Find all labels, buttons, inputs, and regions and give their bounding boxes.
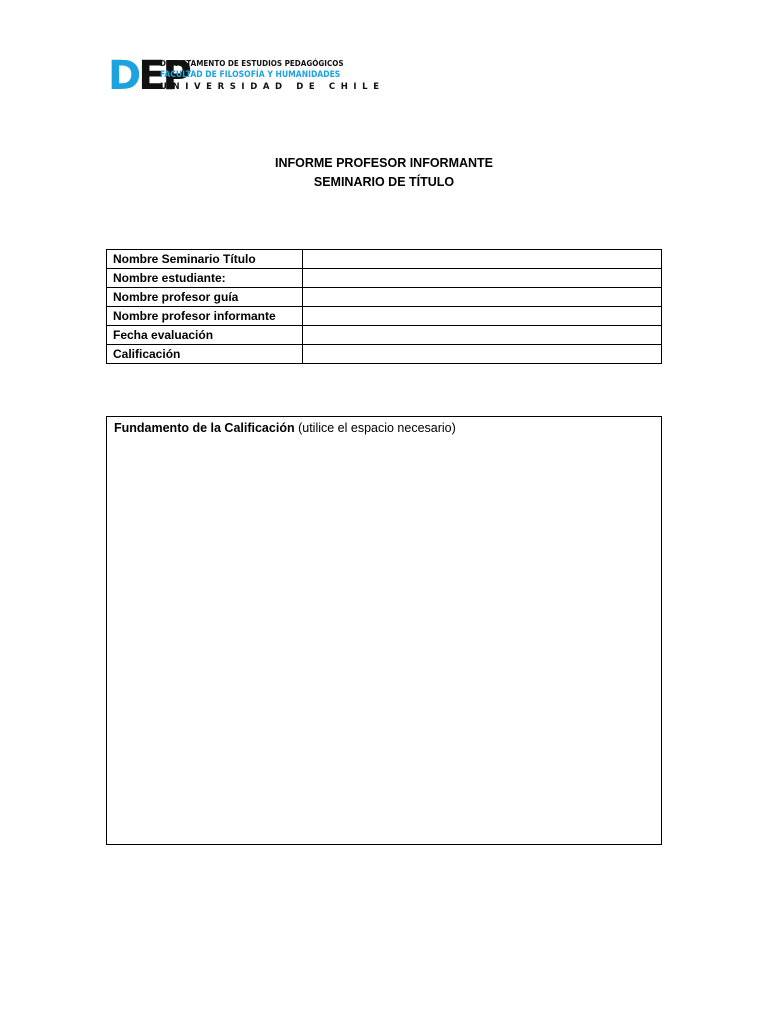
table-row [107,307,662,326]
fundamento-heading-note: (utilice el espacio necesario) [298,421,456,435]
field-nombre-estudiante[interactable] [303,269,662,288]
field-profesor-informante[interactable] [303,307,662,326]
fundamento-box[interactable] [106,416,662,845]
logo-department-name: DEPARTAMENTO DE ESTUDIOS PEDAGÓGICOS [160,59,344,68]
table-row [107,269,662,288]
row-label-profesor-guia: Nombre profesor guía [107,288,303,307]
table-row [107,345,662,364]
field-nombre-seminario[interactable] [303,250,662,269]
table-row [107,250,662,269]
document-title: INFORME PROFESOR INFORMANTE [274,156,494,170]
row-label-fecha: Fecha evaluación [107,326,303,345]
logo-faculty-name: FACULTAD DE FILOSOFÍA Y HUMANIDADES [160,70,341,80]
field-calificacion[interactable] [303,345,662,364]
row-label-estudiante: Nombre estudiante: [107,269,303,288]
fundamento-heading [114,419,456,437]
table-row [107,288,662,307]
field-fecha-evaluacion[interactable] [303,326,662,345]
field-profesor-guia[interactable] [303,288,662,307]
row-label-profesor-informante: Nombre profesor informante [107,307,303,326]
dep-logo-mark: DEP [108,53,189,99]
row-label-calificacion: Calificación [107,345,303,364]
dep-logo-text [160,58,385,93]
row-label-seminario: Nombre Seminario Título [107,250,303,269]
logo-university-name: UNIVERSIDAD DE CHILE [160,82,385,92]
table-row [107,326,662,345]
document-subtitle: SEMINARIO DE TÍTULO [313,175,455,189]
fundamento-heading-bold: Fundamento de la Calificación [114,421,295,435]
info-table [106,249,662,364]
